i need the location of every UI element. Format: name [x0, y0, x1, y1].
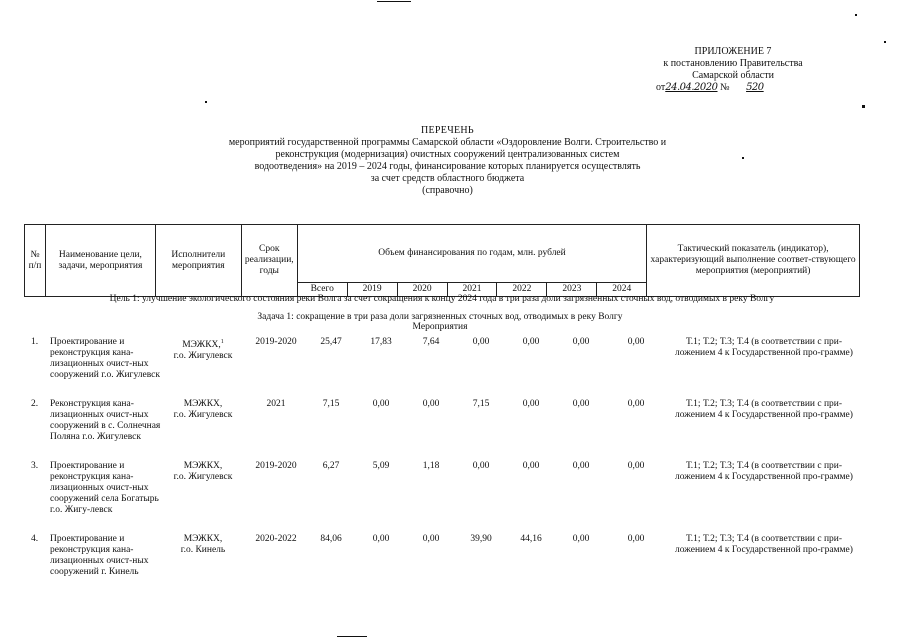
row-value: 44,16: [520, 534, 542, 544]
row-value: 1,18: [422, 461, 440, 471]
row-number: 3.: [31, 461, 39, 471]
col-year: 2023: [547, 283, 597, 297]
title-line: (справочно): [422, 185, 473, 196]
scan-speck: [855, 14, 857, 16]
appendix-signature-line: [648, 82, 818, 94]
row-indicator: Т.1; Т.2; Т.3; Т.4 (в соответствии с при-ложением 4 к Государственной про-грамме): [675, 399, 853, 420]
handwritten-date: 24.04.2020: [665, 82, 718, 93]
col-year: 2020: [397, 283, 447, 297]
row-value: 0,00: [522, 337, 540, 347]
row-value: 5,09: [372, 461, 390, 471]
row-executors: МЭЖКХ,$^1$ г.о. Жигулевск: [173, 339, 233, 362]
col-name: Наименование цели, задачи, мероприятия: [45, 225, 155, 297]
row-total: 6,27: [322, 461, 340, 471]
col-total: Всего: [297, 283, 347, 297]
row-value: 0,00: [572, 337, 590, 347]
row-total: 7,15: [322, 399, 340, 409]
handwritten-number: 520: [746, 82, 764, 93]
title-line: за счет средств областного бюджета: [370, 173, 525, 184]
row-value: 0,00: [572, 399, 590, 409]
row-value: 0,00: [522, 461, 540, 471]
row-value: 0,00: [627, 534, 645, 544]
row-executors: МЭЖКХ, г.о. Кинель: [180, 534, 226, 555]
row-value: 0,00: [627, 399, 645, 409]
row-value: 0,00: [372, 534, 390, 544]
row-value: 39,90: [470, 534, 492, 544]
scan-speck: [884, 41, 886, 43]
row-name: Реконструкция кана-лизационных очист-ных сооружений в с. Солнечная Поляна г.о. Жигулевск: [50, 399, 161, 442]
col-executors: Исполнители мероприятия: [155, 225, 241, 297]
row-indicator: Т.1; Т.2; Т.3; Т.4 (в соответствии с при-ложением 4 к Государственной про-грамме): [675, 461, 853, 482]
col-indicator: Тактический показатель (индикатор), характеризующий выполнение соответ-ствующего мероприятия (мероприятий): [647, 225, 860, 297]
row-term: 2020-2022: [255, 534, 297, 544]
appendix-line: Самарской области: [692, 70, 774, 81]
number-label: №: [720, 82, 730, 93]
row-value: 0,00: [627, 461, 645, 471]
row-value: 7,64: [422, 337, 440, 347]
row-number: 4.: [31, 534, 39, 544]
row-value: 0,00: [372, 399, 390, 409]
row-term: 2021: [266, 399, 286, 409]
scan-speck: [337, 636, 367, 637]
col-term: Срок реализации, годы: [241, 225, 297, 297]
row-number: 2.: [31, 399, 39, 409]
task-line: Задача 1: сокращение в три раза доли загрязненных сточных вод, отводимых в реку Волгу: [257, 312, 623, 322]
row-term: 2019-2020: [255, 337, 297, 347]
row-indicator: Т.1; Т.2; Т.3; Т.4 (в соответствии с при-ложением 4 к Государственной про-грамме): [675, 534, 853, 555]
row-value: 0,00: [422, 399, 440, 409]
table-header: [24, 224, 860, 297]
row-number: 1.: [31, 337, 39, 347]
row-value: 0,00: [627, 337, 645, 347]
title-line: реконструкция (модернизация) очистных сооружений централизованных систем: [275, 149, 620, 160]
row-executors: МЭЖКХ, г.о. Жигулевск: [173, 399, 233, 420]
section-label: Мероприятия: [412, 322, 468, 332]
row-value: 0,00: [422, 534, 440, 544]
col-num: № п/п: [25, 225, 46, 297]
task-block: [160, 312, 720, 332]
row-name: Проектирование и реконструкция кана-лизационных очист-ных сооружений села Богатырь г.о. Жигу-левск: [50, 461, 159, 515]
appendix-block: [648, 46, 818, 94]
appendix-title: ПРИЛОЖЕНИЕ 7: [694, 46, 772, 57]
row-value: 7,15: [472, 399, 490, 409]
row-value: 0,00: [572, 461, 590, 471]
row-value: 0,00: [472, 337, 490, 347]
col-year: 2024: [597, 283, 647, 297]
row-value: 0,00: [472, 461, 490, 471]
row-executors: МЭЖКХ, г.о. Жигулевск: [173, 461, 233, 482]
title-line: мероприятий государственной программы Самарской области «Оздоровление Волги. Строительство и: [228, 137, 667, 148]
row-name: Проектирование и реконструкция кана-лизационных очист-ных сооружений г.о. Жигулевск: [50, 337, 160, 380]
row-indicator: Т.1; Т.2; Т.3; Т.4 (в соответствии с при-ложением 4 к Государственной про-грамме): [675, 337, 853, 358]
row-term: 2019-2020: [255, 461, 297, 471]
row-value: 0,00: [572, 534, 590, 544]
col-year: 2022: [497, 283, 547, 297]
goal-line: Цель 1: улучшение экологического состояния реки Волга за счет сокращения к концу 2024 года в три раза доли загрязненных сточных вод, отводимых в реку Волгу: [109, 294, 775, 304]
col-funding: Объем финансирования по годам, млн. рублей: [297, 225, 646, 283]
row-name: Проектирование и реконструкция кана-лизационных очист-ных сооружений г. Кинель: [50, 534, 149, 577]
from-label: от: [656, 82, 666, 93]
col-year: 2021: [447, 283, 497, 297]
row-total: 25,47: [320, 337, 342, 347]
title-heading: ПЕРЕЧЕНЬ: [421, 125, 474, 136]
scan-speck: [377, 1, 411, 2]
title-line: водоотведения» на 2019 – 2024 годы, финансирование которых планируется осуществлять: [254, 161, 641, 172]
row-value: 17,83: [370, 337, 392, 347]
appendix-line: к постановлению Правительства: [663, 58, 803, 69]
scan-speck: [205, 101, 207, 103]
col-year: 2019: [347, 283, 397, 297]
row-value: 0,00: [522, 399, 540, 409]
scan-speck: [862, 105, 865, 108]
document-title: [150, 125, 745, 197]
row-total: 84,06: [320, 534, 342, 544]
